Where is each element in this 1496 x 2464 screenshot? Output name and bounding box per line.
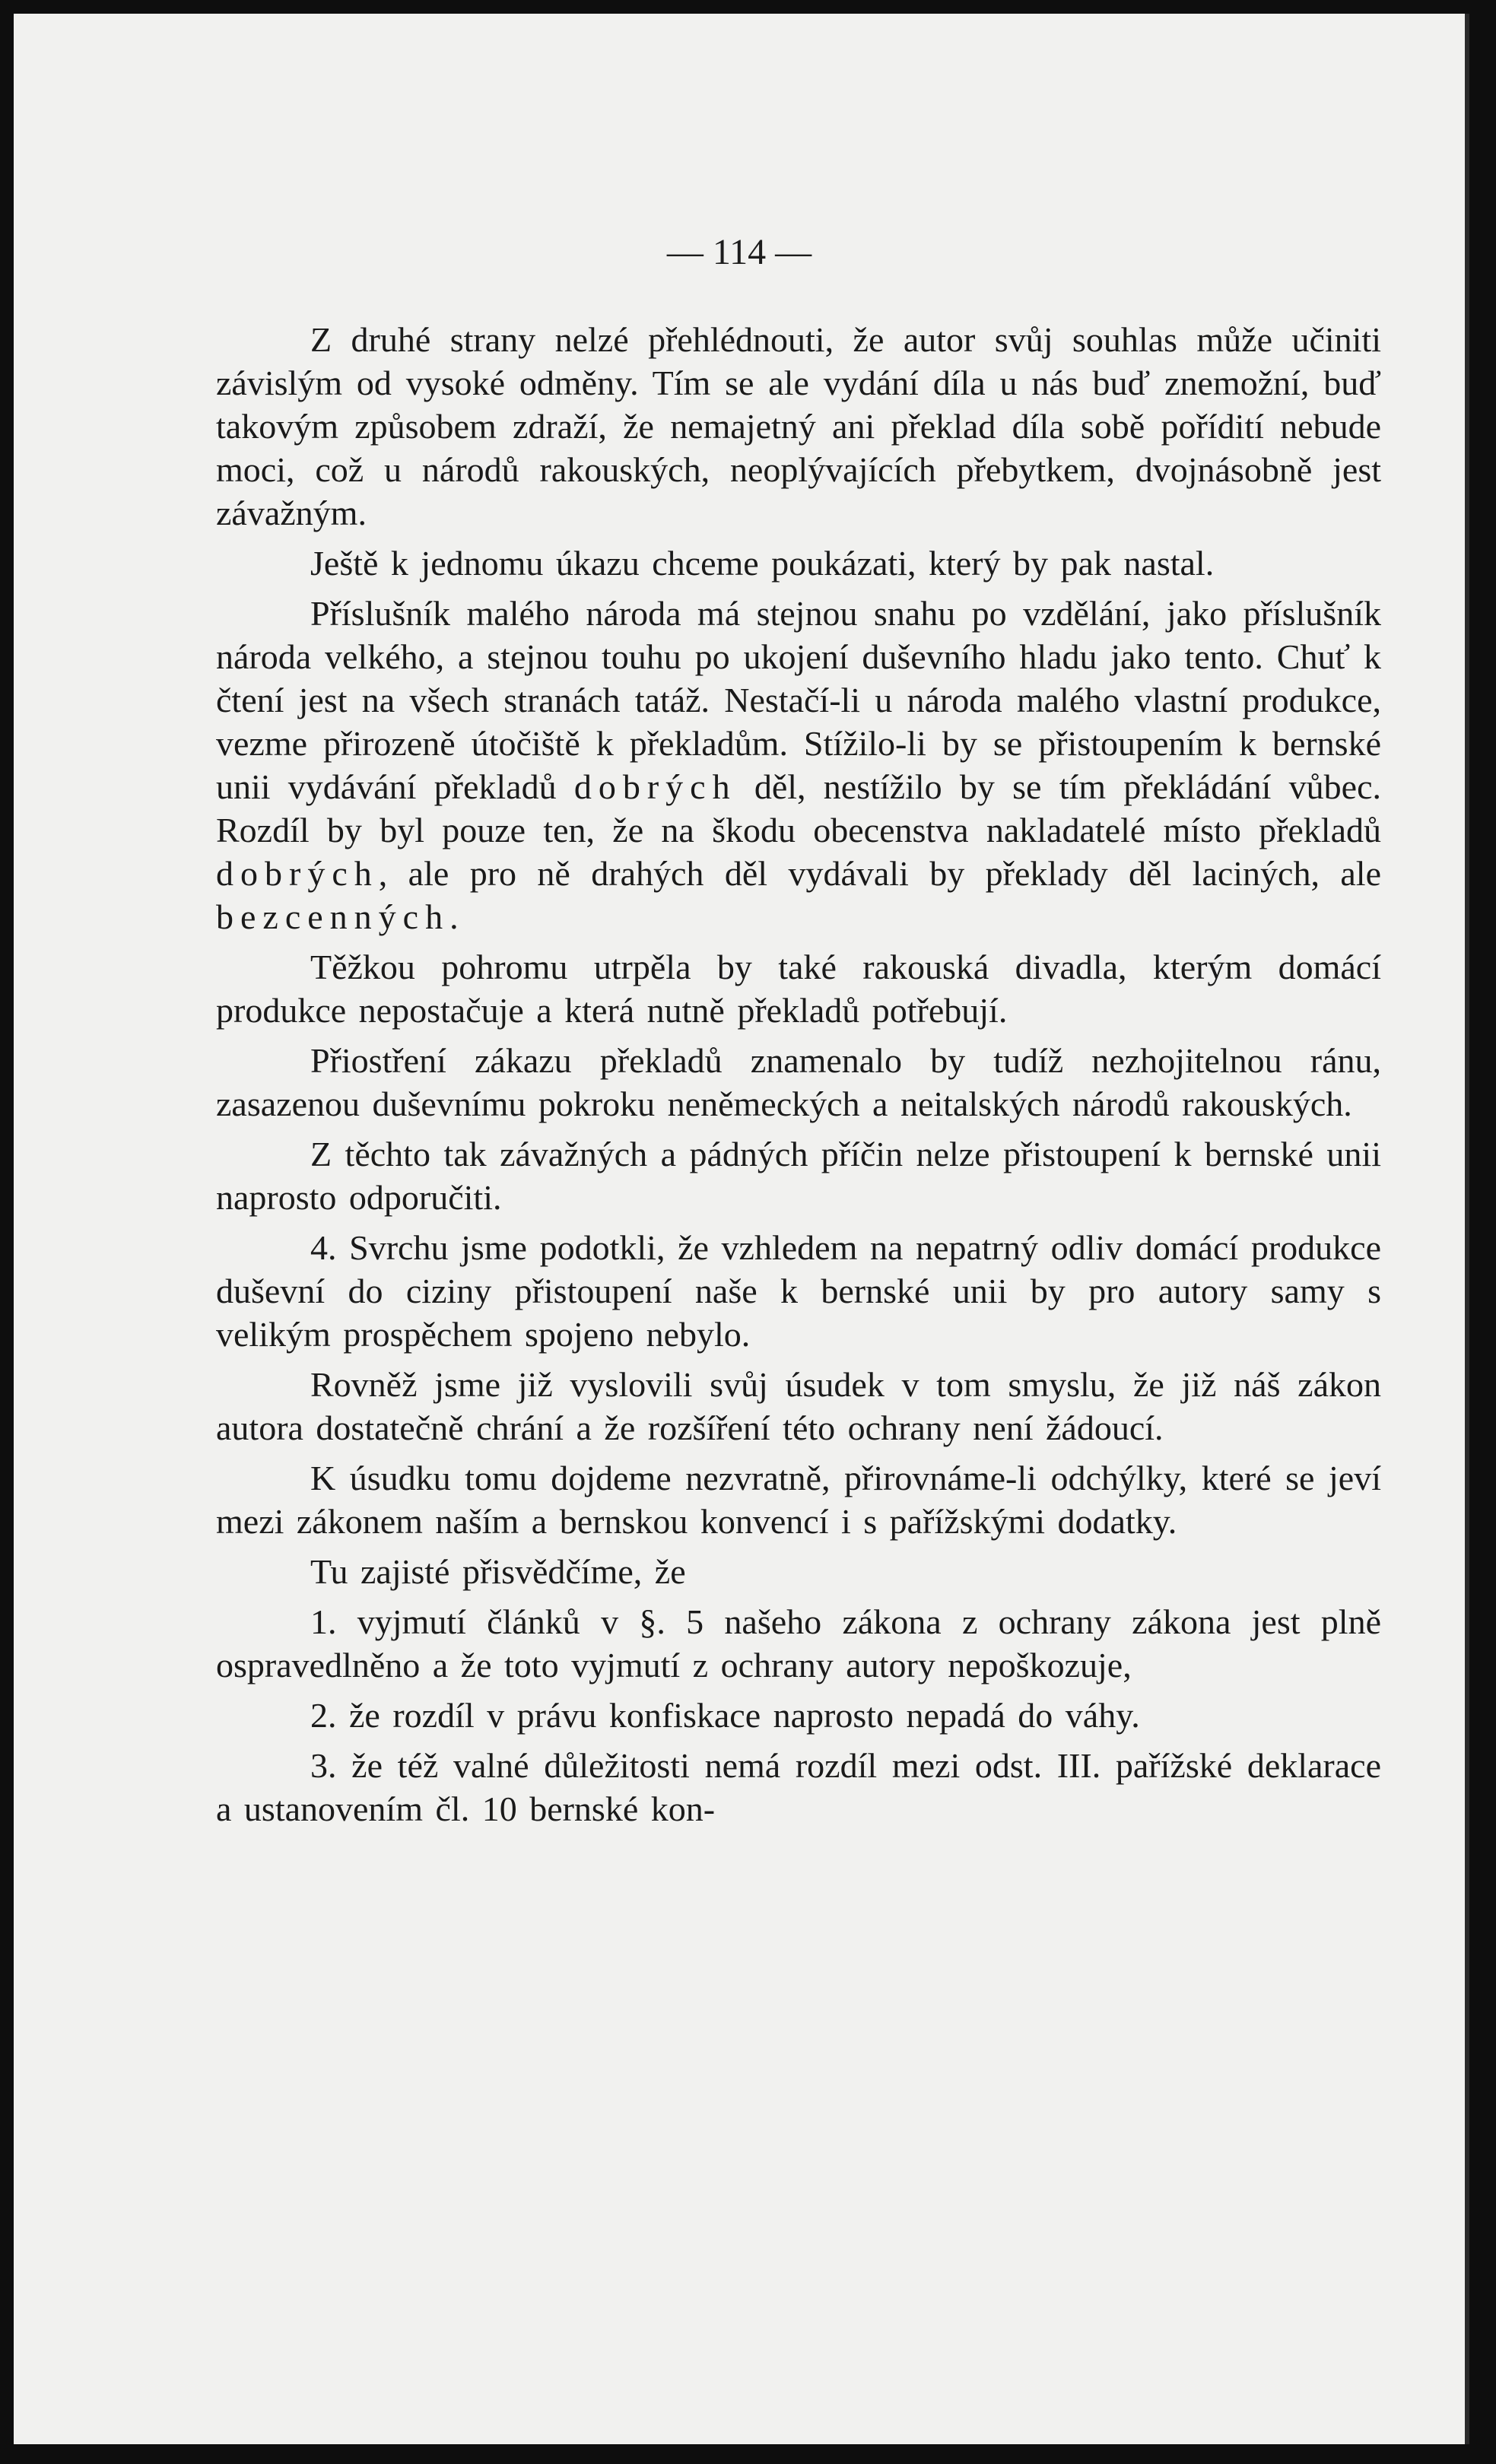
paragraph bbox=[216, 1744, 1381, 1831]
text-run: 4. Svrchu jsme podotkli, že vzhledem na nepatrný odliv domácí produkce duševní do ciziny přistoupení naše k bernské unii by pro autory samy s velikým prospěchem spojeno nebylo. bbox=[216, 1228, 1381, 1354]
paragraph bbox=[216, 592, 1381, 938]
paragraph bbox=[216, 1363, 1381, 1450]
paragraph bbox=[216, 1132, 1381, 1219]
spaced-emphasis: dobrých bbox=[216, 854, 379, 893]
text-run: , ale pro ně drahých děl vydávali by překlady děl laciných, ale bbox=[378, 854, 1381, 893]
paragraph bbox=[216, 1456, 1381, 1543]
text-run: Těžkou pohromu utrpěla by také rakouská divadla, kterým domácí produkce nepostačuje a která nutně překladů potřebují. bbox=[216, 948, 1381, 1030]
spaced-emphasis: bezcenných bbox=[216, 897, 450, 936]
paragraph bbox=[216, 945, 1381, 1032]
body-text bbox=[216, 318, 1381, 1837]
text-run: 1. vyjmutí článků v §. 5 našeho zákona z ochrany zákona jest plně ospravedlněno a že toto vyjmutí z ochrany autory nepoškozuje, bbox=[216, 1602, 1381, 1684]
paragraph bbox=[216, 1600, 1381, 1687]
paragraph bbox=[216, 1694, 1381, 1737]
spaced-emphasis: dobrých bbox=[573, 767, 737, 806]
text-run: Rovněž jsme již vyslovili svůj úsudek v tom smyslu, že již náš zákon autora dostatečně chrání a že rozšíření této ochrany není žádoucí. bbox=[216, 1365, 1381, 1447]
text-run: děl, nestížilo by se tím překládání vůbec. Rozdíl by byl pouze ten, že na škodu obecenstva nakladatelé místo překladů bbox=[216, 767, 1381, 849]
text-run: K úsudku tomu dojdeme nezvratně, přirovnáme-li odchýlky, které se jeví mezi zákonem naším a bernskou konvencí i s pařížskými dodatky. bbox=[216, 1459, 1381, 1541]
text-run: 3. že též valné důležitosti nemá rozdíl mezi odst. III. pařížské deklarace a ustanovením čl. 10 bernské kon- bbox=[216, 1746, 1381, 1828]
paragraph bbox=[216, 1039, 1381, 1126]
text-run: Přiostření zákazu překladů znamenalo by tudíž nezhojitelnou ránu, zasazenou duševnímu pokroku neněmeckých a neitalských národů rakouských. bbox=[216, 1041, 1381, 1123]
page-number: — 114 — bbox=[666, 232, 812, 272]
paragraph bbox=[216, 1550, 1381, 1593]
text-run: Příslušník malého národa má stejnou snahu po vzdělání, jako příslušník národa velkého, a stejnou touhu po ukojení duševního hladu jako tento. Chuť k čtení jest na všech stranách tatáž. Nestačí-li u národa malého vlastní produkce, vezme přirozeně útočiště k překladům. Stížilo-li by se přistoupením k bernské unii vydávání překladů bbox=[216, 594, 1381, 806]
text-run: Tu zajisté přisvědčíme, že bbox=[310, 1552, 686, 1591]
text-run: 2. že rozdíl v právu konfiskace naprosto nepadá do váhy. bbox=[310, 1696, 1140, 1735]
book-page bbox=[14, 14, 1469, 2444]
text-run: Z druhé strany nelzé přehlédnouti, že autor svůj souhlas může učiniti závislým od vysoké odměny. Tím se ale vydání díla u nás buď znemožní, buď takovým způsobem zdraží, že nemajetný ani překlad díla sobě pořídití nebude moci, což u národů rakouských, neoplývajících přebytkem, dvojnásobně jest závažným. bbox=[216, 320, 1381, 532]
paragraph bbox=[216, 1226, 1381, 1356]
paragraph bbox=[216, 318, 1381, 535]
paragraph bbox=[216, 541, 1381, 585]
text-run: . bbox=[449, 897, 459, 936]
text-run: Z těchto tak závažných a pádných příčin nelze přistoupení k bernské unii naprosto odporučiti. bbox=[216, 1135, 1381, 1217]
text-run: Ještě k jednomu úkazu chceme poukázati, který by pak nastal. bbox=[310, 544, 1215, 583]
